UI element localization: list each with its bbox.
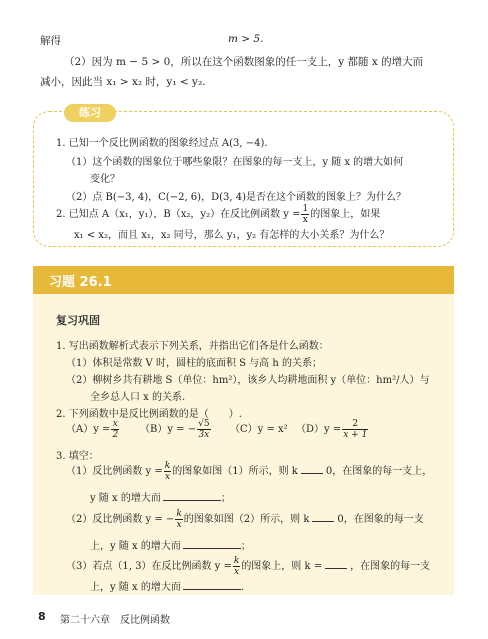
answer-blank[interactable] [325, 558, 347, 569]
q3-1-text-a: （1）反比例函数 y = [66, 466, 163, 477]
exercise-q3-3 [66, 555, 430, 579]
practice-q1-1b: 变化？ [90, 174, 120, 185]
fraction-denominator: x [164, 472, 171, 482]
option-b [140, 418, 212, 442]
q3-2-text-b: 的图象如图（2）所示，则 k [183, 514, 310, 525]
exercise-q3-2 [66, 508, 424, 532]
fraction-denominator: x [176, 520, 182, 530]
option-b-fraction [197, 419, 210, 440]
practice-q2-line [56, 204, 380, 226]
q3-3-text-b: 的图象上，则 k = [241, 561, 323, 572]
q3-3-fraction [233, 556, 240, 577]
exercise-q1-1: （1）体积是常数 V 时，圆柱的底面积 S 与高 h 的关系； [66, 358, 322, 369]
fraction-numerator: k [233, 556, 240, 566]
practice-q2-line-2: x₁ < x₂，而且 x₁，x₂ 同号，那么 y₁，y₂ 有怎样的大小关系？为什么？ [74, 230, 390, 241]
exercise-q3-3-line-2 [90, 578, 244, 593]
answer-blank[interactable] [183, 538, 241, 549]
solution-line-2: （2）因为 m − 5 > 0，所以在这个函数图象的任一支上，y 都随 x 的增大而 [64, 56, 424, 68]
option-c: （C）y = x² [230, 424, 288, 435]
q3-3-text-e: . [240, 582, 245, 593]
q3-3-text-d: 上，y 随 x 的增大而 [90, 582, 181, 593]
option-d-fraction [342, 419, 368, 440]
exercise-title: 习题 26.1 [49, 275, 112, 290]
practice-q2-text-a: 2. 已知点 A（x₁，y₁），B（x₂，y₂）在反比例函数 y = [56, 209, 301, 220]
q3-3-text-c: ，在图象的每一支 [350, 561, 431, 572]
option-a-label: （A）y = [66, 424, 111, 435]
chapter-title: 第二十六章 反比例函数 [60, 615, 170, 626]
fraction-denominator: x [302, 215, 308, 225]
q3-2-fraction [175, 509, 182, 530]
q3-1-text-d: y 随 x 的增大而 [90, 493, 161, 504]
q3-1-text-e: ； [220, 493, 231, 504]
exercise-q2: 2. 下列函数中是反比例函数的是（ ）. [56, 409, 242, 420]
solution-line-3: 减小，因此当 x₁ > x₂ 时，y₁ < y₂. [40, 76, 206, 88]
q3-1-fraction [164, 461, 171, 482]
q3-3-text-a: （3）若点（1, 3）在反比例函数 y = [66, 561, 232, 572]
fraction-denominator: 3x [198, 430, 210, 440]
practice-q1-1: （1）这个函数的图象位于哪些象限？在图象的每一支上，y 随 x 的增大如何 [66, 157, 404, 168]
practice-q2-fraction [301, 204, 309, 225]
option-d-label: （D）y = [296, 424, 342, 435]
answer-blank[interactable] [312, 511, 334, 522]
fraction-numerator: √5 [198, 419, 210, 429]
q3-2-text-e: ； [240, 541, 251, 552]
q3-1-text-c: 0，在图象的每一支上， [325, 466, 433, 477]
practice-q1-2: （2）点 B(−3, 4)，C(−2, 6)，D(3, 4)是否在这个函数的图象上？为什么？ [66, 192, 406, 203]
page-number: 8 [38, 610, 46, 623]
exercise-q3-1-line-2 [90, 489, 231, 504]
practice-tag: 练习 [64, 104, 116, 122]
fraction-denominator: 2 [112, 430, 119, 440]
q3-1-text-b: 的图象如图（1）所示，则 k [172, 466, 298, 477]
exercise-q3: 3. 填空： [56, 451, 99, 462]
fraction-numerator: x [112, 419, 118, 429]
fraction-numerator: k [176, 509, 182, 519]
exercise-q1-2b: 全乡总人口 x 的关系. [90, 392, 186, 403]
fraction-denominator: x + 1 [343, 430, 368, 440]
exercise-q1-2: （2）柳树乡共有耕地 S（单位：hm²），该乡人均耕地面积 y（单位：hm²/人）与 [66, 375, 430, 386]
solution-label: 解得 [40, 35, 61, 47]
q3-2-text-c: 0，在图象的每一支 [337, 514, 424, 525]
fraction-numerator: 1 [302, 204, 309, 214]
fraction-numerator: k [164, 461, 171, 471]
fraction-numerator: 2 [342, 419, 368, 430]
exercise-q1: 1. 写出函数解析式表示下列关系，并指出它们各是什么函数： [56, 341, 329, 352]
option-a [66, 418, 120, 442]
option-d [296, 418, 369, 442]
exercise-header [33, 266, 454, 294]
practice-q1: 1. 已知一个反比例函数的图象经过点 A(3, −4). [56, 138, 268, 149]
option-b-label: （B）y = − [140, 424, 197, 435]
q3-2-text-d: 上，y 随 x 的增大而 [90, 541, 181, 552]
answer-blank[interactable] [301, 463, 323, 474]
exercise-q3-2-line-2 [90, 537, 251, 552]
fraction-denominator: x [234, 567, 240, 577]
exercise-q3-1 [66, 460, 432, 484]
option-a-fraction [111, 419, 119, 440]
section-title: 复习巩固 [56, 314, 100, 327]
practice-q2-text-b: 的图象上，如果 [310, 209, 381, 220]
solution-result: m > 5. [228, 33, 264, 45]
answer-blank[interactable] [163, 490, 221, 501]
q3-2-text-a: （2）反比例函数 y = − [66, 514, 175, 525]
answer-blank[interactable] [183, 579, 241, 590]
